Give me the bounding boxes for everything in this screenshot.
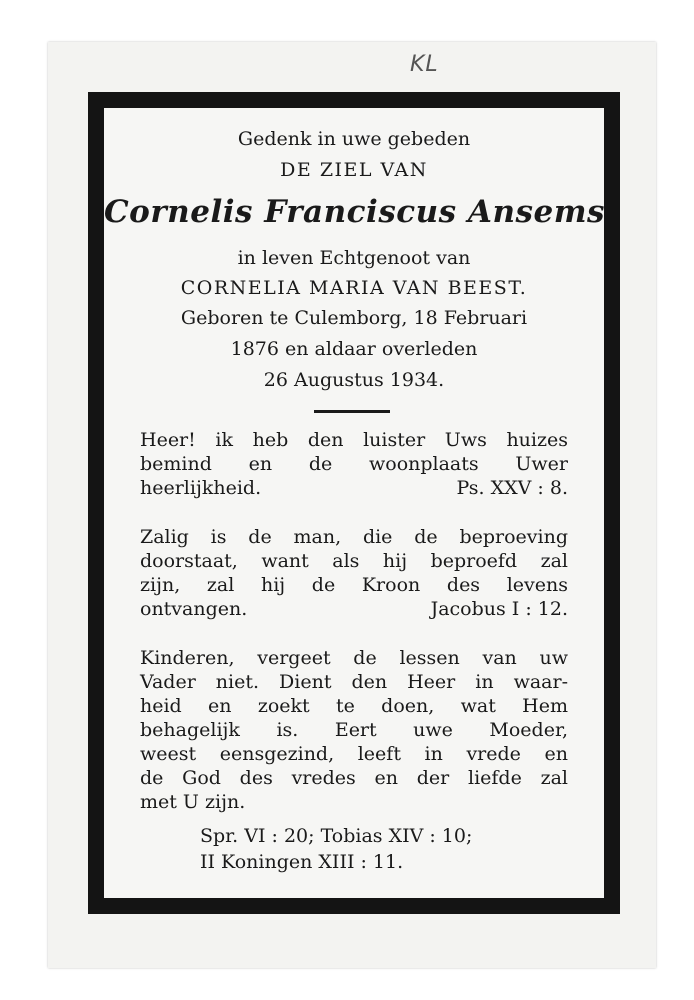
verse-3-line-6: de God des vredes en der liefde zal: [140, 767, 568, 789]
verse-1-line-3: heerlijkheid.: [140, 477, 262, 499]
birth-line-2: 1876 en aldaar overleden: [230, 338, 478, 360]
spouse-name: CORNELIA MARIA VAN BEEST.: [180, 277, 528, 299]
verse-2-reference: Jacobus I : 12.: [430, 598, 568, 620]
verse-2-last-row: [140, 597, 568, 621]
verse-1-reference: Ps. XXV : 8.: [456, 477, 568, 499]
verse-3: [140, 646, 568, 814]
verse-1-last-row: [140, 476, 568, 500]
header-line-3: in leven Echtgenoot van: [237, 247, 471, 269]
verse-3-line-3: heid en zoekt te doen, wat Hem: [140, 695, 568, 717]
references-line-1: Spr. VI : 20; Tobias XIV : 10;: [200, 825, 473, 847]
verse-2-line-2: doorstaat, want als hij beproefd zal: [140, 550, 568, 572]
verse-2-line-3: zijn, zal hij de Kroon des levens: [140, 574, 568, 596]
verse-3-line-2: Vader niet. Dient den Heer in waar-: [140, 671, 568, 693]
verse-2-line-1: Zalig is de man, die de beproeving: [140, 526, 568, 548]
verse-1: [140, 428, 568, 500]
verse-3-line-1: Kinderen, vergeet de lessen van uw: [140, 647, 568, 669]
references-line-2: II Koningen XIII : 11.: [200, 851, 404, 873]
verse-3-line-4: behagelijk is. Eert uwe Moeder,: [140, 719, 568, 741]
deceased-name: Cornelis Franciscus Ansems: [104, 194, 605, 230]
divider-rule: [314, 410, 390, 413]
header-line-1: Gedenk in uwe gebeden: [237, 128, 471, 150]
verse-2-line-4: ontvangen.: [140, 598, 248, 620]
verse-1-line-2: bemind en de woonplaats Uwer: [140, 453, 568, 475]
handwritten-annotation: KL: [410, 52, 439, 77]
birth-line-1: Geboren te Culemborg, 18 Februari: [180, 307, 528, 329]
verse-3-line-5: weest eensgezind, leeft in vrede en: [140, 743, 568, 765]
header-line-2: DE ZIEL VAN: [280, 159, 428, 181]
verse-3-line-7: met U zijn.: [140, 791, 246, 813]
death-date: 26 Augustus 1934.: [263, 369, 445, 391]
verse-1-line-1: Heer! ik heb den luister Uws huizes: [140, 429, 568, 451]
verse-2: [140, 525, 568, 621]
